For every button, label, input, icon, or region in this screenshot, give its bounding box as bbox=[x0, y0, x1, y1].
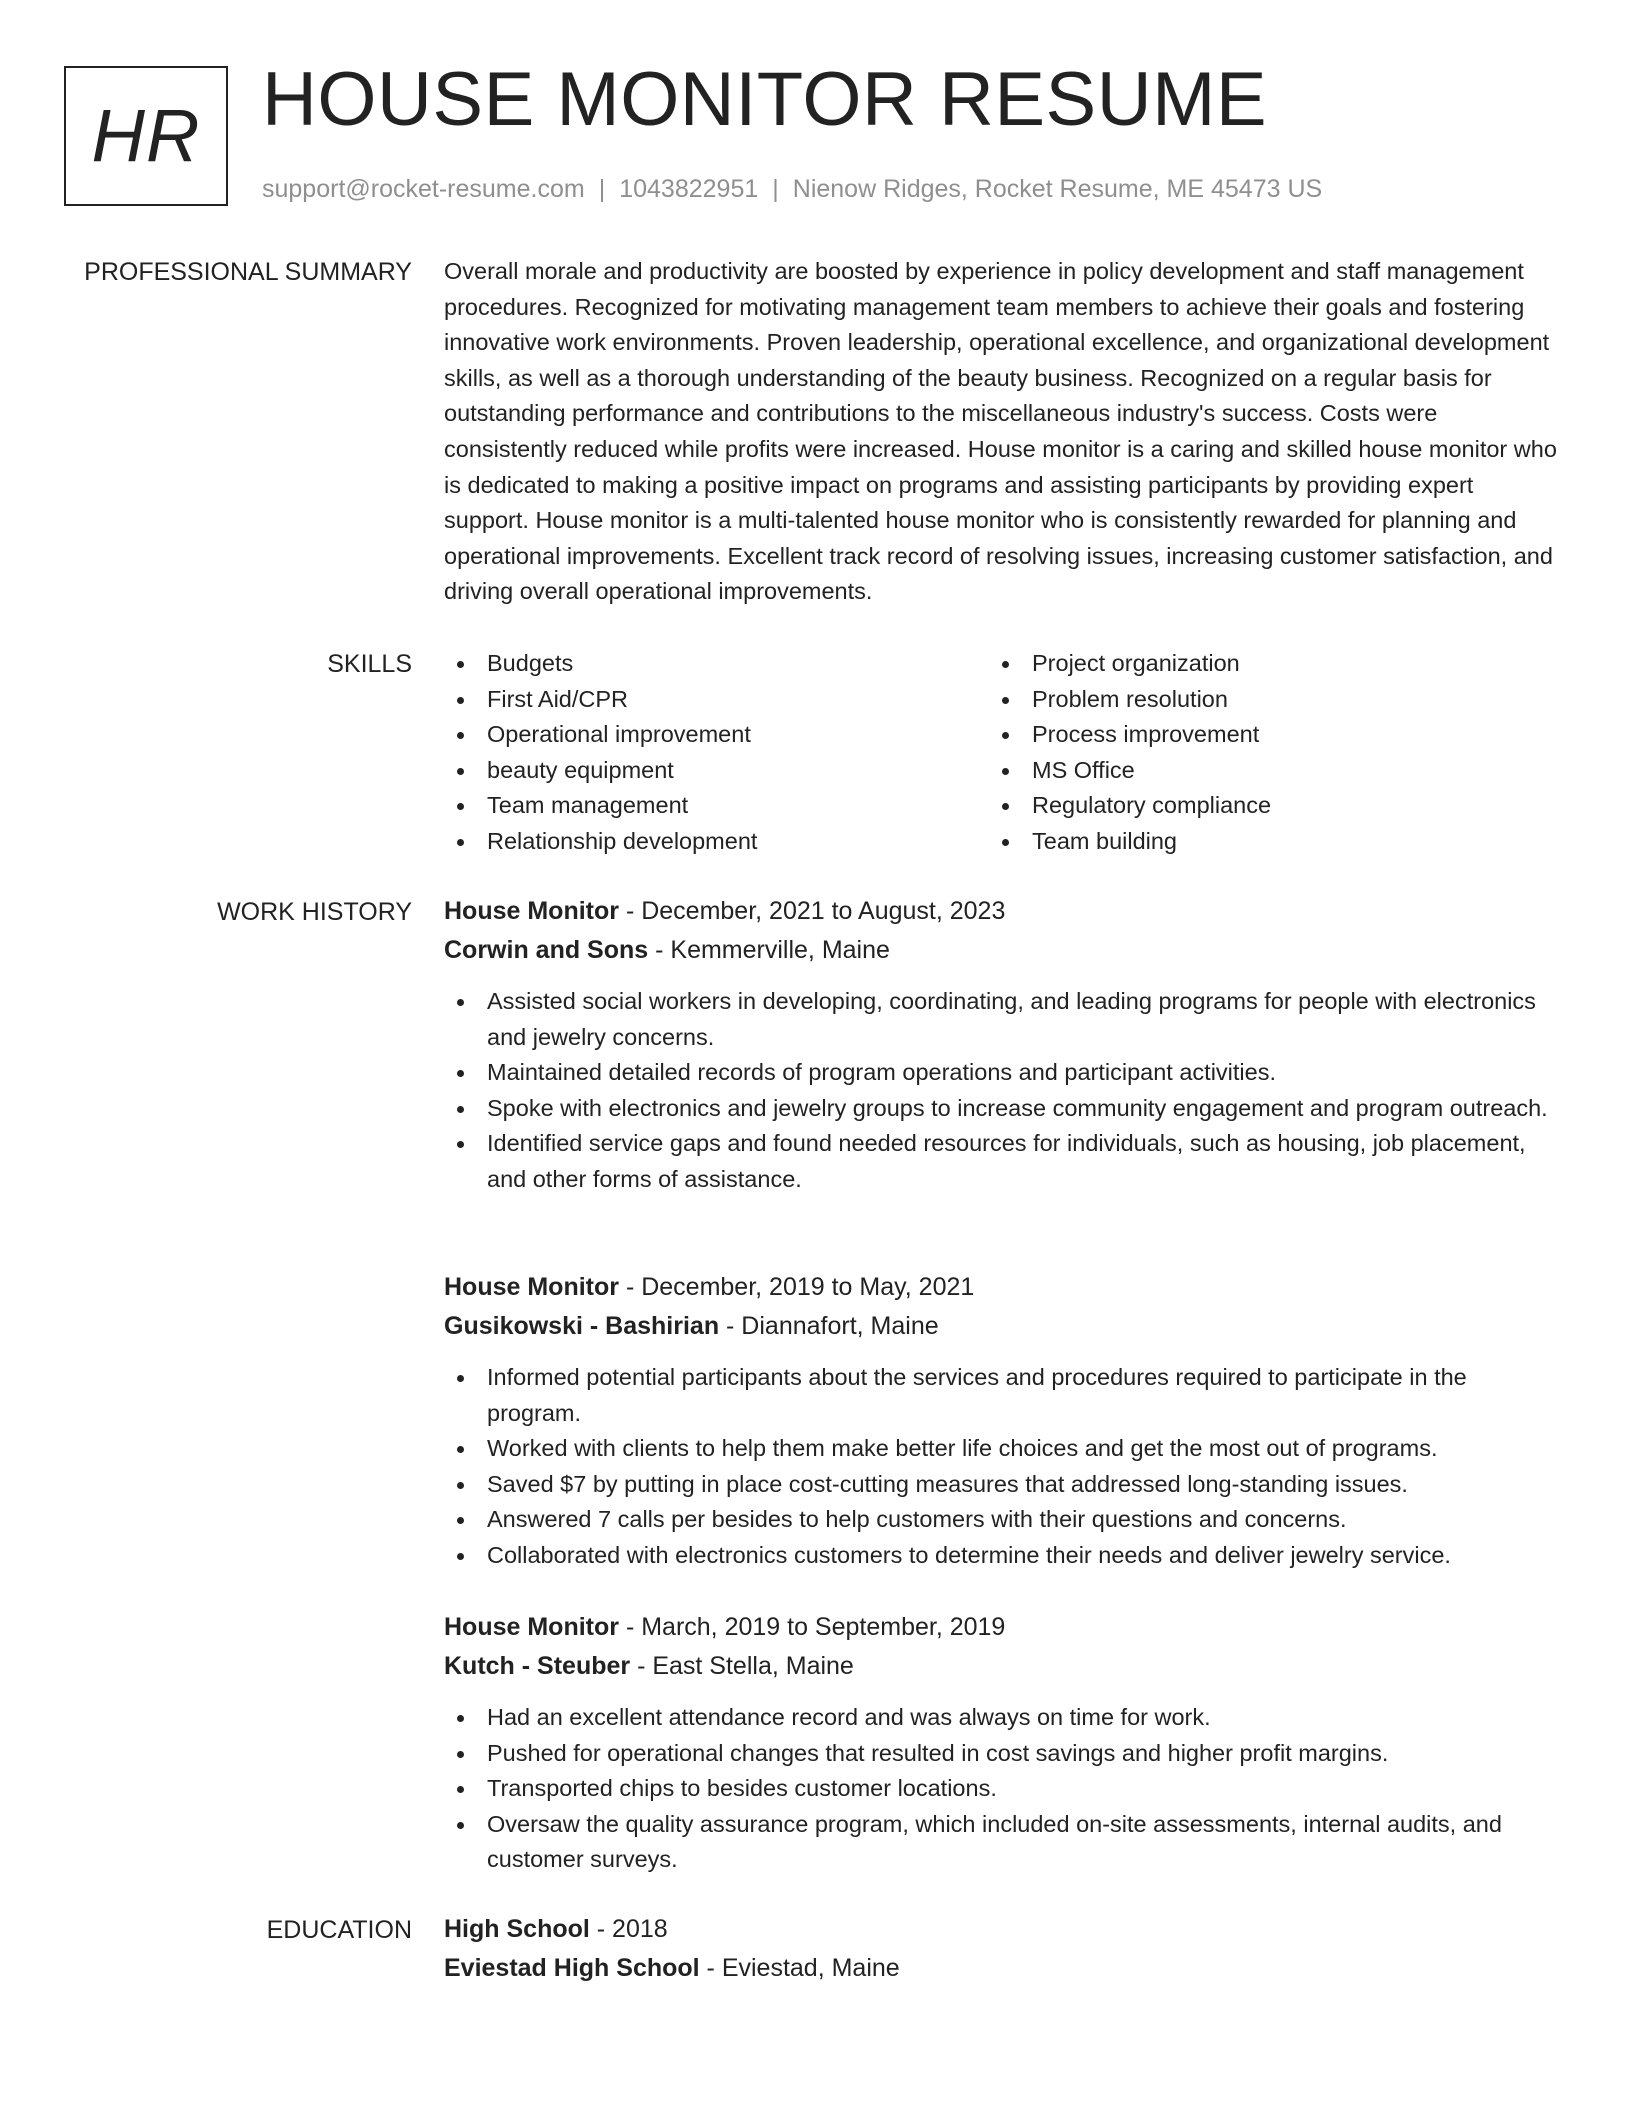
summary-text: Overall morale and productivity are boosted by experience in policy development and staff management procedures. Recognized for motivating management team members to achieve their goals and fostering innovative work environments. Proven leadership, operational excellence, and organizational development skills, as well as a thorough understanding of the beauty business. Recognized on a regular basis for outstanding performance and contributions to the miscellaneous industry's success. Costs were consistently reduced while profits were increased. House monitor is a caring and skilled house monitor who is dedicated to making a positive impact on programs and assisting participants by providing expert support. House monitor is a multi-talented house monitor who is consistently rewarded for planning and operational improvements. Excellent track record of resolving issues, increasing customer satisfaction, and driving overall operational improvements. bbox=[444, 258, 1557, 605]
job-bullet: Identified service gaps and found needed resources for individuals, such as housing, job placement, and other forms of assistance. bbox=[444, 1126, 1564, 1197]
skill-item: Operational improvement bbox=[444, 717, 989, 753]
job-bullet: Assisted social workers in developing, coordinating, and leading programs for people with electronics and jewelry concerns. bbox=[444, 984, 1564, 1055]
skills-label: SKILLS bbox=[327, 650, 412, 678]
job-bullet: Answered 7 calls per besides to help customers with their questions and concerns. bbox=[444, 1502, 1564, 1538]
job-company: Kutch - Steuber bbox=[444, 1652, 631, 1680]
summary-body bbox=[444, 254, 1564, 610]
contact-phone[interactable]: 1043822951 bbox=[619, 175, 759, 203]
skill-item: Team management bbox=[444, 788, 989, 824]
job-bullet: Spoke with electronics and jewelry groups to increase community engagement and program outreach. bbox=[444, 1091, 1564, 1127]
contact-separator: | bbox=[772, 175, 779, 203]
job-bullet: Had an excellent attendance record and was always on time for work. bbox=[444, 1700, 1564, 1736]
education-school: Eviestad High School bbox=[444, 1954, 700, 1982]
skill-item: beauty equipment bbox=[444, 753, 989, 789]
job-title-line bbox=[444, 892, 1564, 931]
contact-address: Nienow Ridges, Rocket Resume, ME 45473 US bbox=[792, 175, 1323, 203]
job-dates: - December, 2021 to August, 2023 bbox=[619, 897, 1006, 925]
job-bullets bbox=[444, 1700, 1564, 1878]
contact-separator: | bbox=[598, 175, 606, 203]
contact-email[interactable]: support@rocket-resume.com bbox=[262, 175, 585, 203]
education-label: EDUCATION bbox=[266, 1916, 412, 1944]
skill-item: Project organization bbox=[989, 646, 1534, 682]
job-dates: - December, 2019 to May, 2021 bbox=[619, 1273, 975, 1301]
skill-item: Problem resolution bbox=[989, 682, 1534, 718]
skill-item: Process improvement bbox=[989, 717, 1534, 753]
job-bullet: Maintained detailed records of program operations and participant activities. bbox=[444, 1055, 1564, 1091]
education-location: - Eviestad, Maine bbox=[699, 1954, 900, 1982]
job-title-line bbox=[444, 1608, 1564, 1647]
job-entry bbox=[444, 892, 1564, 1198]
contact-line bbox=[262, 174, 1322, 204]
education-year: - 2018 bbox=[589, 1915, 668, 1943]
job-title: House Monitor bbox=[444, 1613, 619, 1641]
education-degree: High School bbox=[444, 1915, 590, 1943]
job-bullet: Worked with clients to help them make better life choices and get the most out of programs. bbox=[444, 1431, 1564, 1467]
monogram-box bbox=[64, 66, 228, 206]
skill-item: Team building bbox=[989, 824, 1534, 860]
job-company: Gusikowski - Bashirian bbox=[444, 1312, 720, 1340]
job-title-line bbox=[444, 1268, 1564, 1307]
skills-column-left bbox=[444, 646, 989, 860]
job-bullet: Pushed for operational changes that resulted in cost savings and higher profit margins. bbox=[444, 1736, 1564, 1772]
job-entry bbox=[444, 1268, 1564, 1574]
skill-item: Regulatory compliance bbox=[989, 788, 1534, 824]
job-location: - East Stella, Maine bbox=[630, 1652, 854, 1680]
job-company-line bbox=[444, 1647, 1564, 1686]
job-bullets bbox=[444, 1360, 1564, 1574]
education-body bbox=[444, 1912, 1564, 1988]
job-location: - Kemmerville, Maine bbox=[648, 936, 890, 964]
monogram-initials: HR bbox=[91, 94, 201, 177]
skill-item: Budgets bbox=[444, 646, 989, 682]
skills-grid bbox=[444, 646, 1544, 860]
skill-item: MS Office bbox=[989, 753, 1534, 789]
job-company-line bbox=[444, 931, 1564, 970]
job-location: - Diannafort, Maine bbox=[719, 1312, 939, 1340]
job-title: House Monitor bbox=[444, 897, 619, 925]
job-bullet: Oversaw the quality assurance program, which included on-site assessments, internal audits, and customer surveys. bbox=[444, 1807, 1564, 1878]
job-bullet: Informed potential participants about the services and procedures required to participate in the program. bbox=[444, 1360, 1564, 1431]
job-dates: - March, 2019 to September, 2019 bbox=[619, 1613, 1006, 1641]
summary-label: PROFESSIONAL SUMMARY bbox=[84, 258, 412, 286]
job-company-line bbox=[444, 1307, 1564, 1346]
job-bullet: Transported chips to besides customer locations. bbox=[444, 1771, 1564, 1807]
work-history-label: WORK HISTORY bbox=[217, 898, 412, 926]
skills-body bbox=[444, 646, 1564, 860]
education-school-line bbox=[444, 1949, 1564, 1988]
skills-column-right bbox=[989, 646, 1534, 860]
job-bullet: Saved $7 by putting in place cost-cutting measures that addressed long-standing issues. bbox=[444, 1467, 1564, 1503]
job-company: Corwin and Sons bbox=[444, 936, 649, 964]
job-title: House Monitor bbox=[444, 1273, 619, 1301]
job-bullets bbox=[444, 984, 1564, 1198]
resume-title: HOUSE MONITOR RESUME bbox=[262, 57, 1268, 142]
skill-item: First Aid/CPR bbox=[444, 682, 989, 718]
job-entry bbox=[444, 1608, 1564, 1878]
education-degree-line bbox=[444, 1910, 1564, 1949]
skill-item: Relationship development bbox=[444, 824, 989, 860]
job-bullet: Collaborated with electronics customers to determine their needs and deliver jewelry service. bbox=[444, 1538, 1564, 1574]
